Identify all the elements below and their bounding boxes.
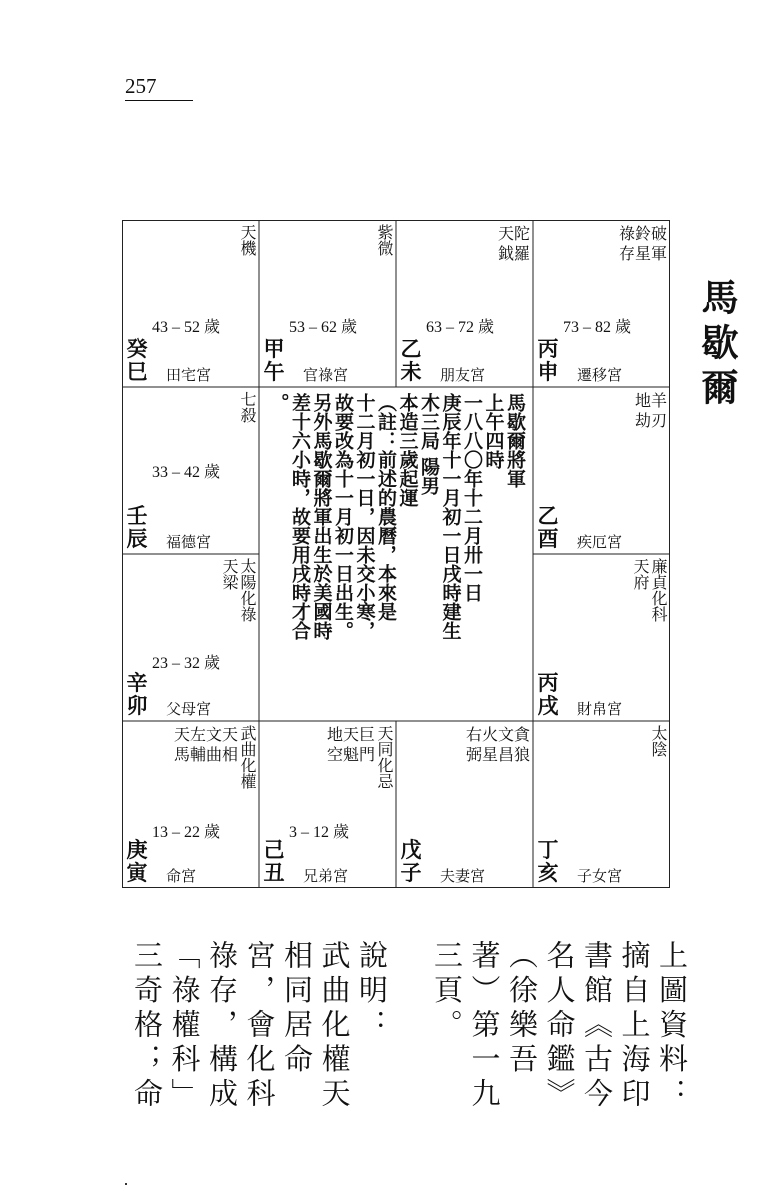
star-names — [174, 725, 256, 789]
center-line: 上午四時 — [482, 393, 505, 469]
star-char: 科 — [649, 606, 668, 622]
star-column — [376, 725, 393, 789]
palace-cell-wei — [396, 220, 533, 387]
text-column: 摘自上海印 — [617, 940, 652, 1113]
text-column: （徐樂吾 — [505, 940, 539, 1078]
star-names — [239, 224, 256, 256]
star-column — [650, 558, 667, 622]
text-column: 書館《古今 — [580, 940, 614, 1113]
star-line: 七 — [238, 391, 257, 407]
palace-name: 父母宮 — [166, 700, 212, 718]
age-range: 13 – 22 歲 — [152, 824, 221, 841]
center-line: 差十六小時，故要用戌時才合 — [289, 393, 311, 640]
palace-name: 疾厄宮 — [577, 533, 623, 551]
star-line: 劫刃 — [634, 411, 667, 430]
body-paragraph — [130, 940, 690, 1120]
star-char: 化 — [375, 757, 394, 773]
palace-cell-xu — [533, 554, 670, 721]
palace-cell-wu — [259, 220, 396, 387]
star-char: 權 — [238, 773, 257, 789]
palace-name: 遷移宮 — [577, 366, 623, 384]
age-range: 73 – 82 歲 — [563, 319, 632, 336]
center-line: （註：前述的農曆，本來是 — [375, 393, 397, 621]
stem-branch: 癸巳 — [126, 337, 148, 384]
ziwei-chart — [122, 220, 670, 888]
center-line: 十二月初一日，因未交小寒， — [353, 393, 376, 640]
center-line: 馬歇爾將軍 — [504, 393, 526, 488]
star-column — [239, 725, 256, 789]
palace-cell-shen — [533, 220, 670, 387]
star-char: 天 — [375, 725, 394, 741]
star-line: 機 — [238, 240, 257, 256]
text-column: 說明： — [355, 940, 389, 1044]
text-column: 三頁。 — [430, 940, 464, 1044]
text-column: 名人命鑑》 — [542, 940, 577, 1113]
stem-branch: 辛卯 — [126, 671, 148, 718]
page-number: 257 — [125, 74, 157, 98]
stem-branch: 壬辰 — [126, 504, 148, 551]
star-names — [221, 558, 256, 622]
star-char: 同 — [375, 741, 394, 757]
star-line: 地天巨 — [326, 725, 375, 744]
text-column: 宮，會化科 — [242, 940, 277, 1113]
palace-cell-si — [122, 220, 259, 387]
star-names — [376, 224, 393, 256]
star-char: 化 — [649, 590, 668, 606]
star-char: 貞 — [649, 574, 668, 590]
star-line: 微 — [375, 240, 394, 256]
palace-name: 子女宮 — [577, 867, 623, 885]
star-line: 鉞羅 — [497, 244, 530, 263]
palace-cell-you — [533, 387, 670, 554]
palace-cell-mao — [122, 554, 259, 721]
star-names — [239, 391, 256, 423]
center-line: 庚辰年十一月初一日戌時建生 — [439, 393, 462, 640]
star-char: 廉 — [649, 558, 668, 574]
star-char: 祿 — [238, 606, 257, 622]
text-column — [390, 940, 428, 1120]
star-line: 右火文貪 — [465, 725, 530, 744]
center-line: 一八八〇年十二月卅一日 — [461, 393, 483, 602]
star-char: 府 — [631, 574, 650, 590]
star-line: 紫 — [375, 224, 394, 240]
center-line: 故要改為十一月初一日出生。 — [332, 393, 354, 640]
palace-name: 兄弟宮 — [303, 867, 349, 885]
star-names — [635, 391, 667, 431]
age-range: 33 – 42 歲 — [152, 464, 221, 481]
star-names — [466, 725, 530, 765]
palace-cell-zi — [396, 721, 533, 888]
text-column: 「祿權科」 — [167, 940, 202, 1113]
chart-center-info — [259, 387, 533, 721]
star-line: 地羊 — [634, 391, 667, 410]
star-names — [619, 224, 667, 264]
palace-name: 田宅宮 — [166, 366, 212, 384]
text-column: 三奇格；命 — [130, 940, 164, 1113]
stem-branch: 乙酉 — [537, 504, 559, 551]
star-char: 忌 — [375, 773, 394, 789]
scan-speck — [125, 1183, 127, 1185]
palace-name: 夫妻宮 — [440, 867, 486, 885]
palace-name: 命宮 — [166, 867, 197, 885]
text-column: 上圖資料： — [655, 940, 689, 1113]
star-char: 天 — [220, 558, 239, 574]
star-line: 天 — [238, 224, 257, 240]
star-char: 梁 — [220, 574, 239, 590]
center-line: 本造三歲起運 — [396, 393, 419, 507]
star-line: 天左文天 — [173, 725, 238, 744]
star-line: 空魁門 — [326, 745, 375, 764]
star-names — [327, 725, 393, 789]
star-char: 陽 — [238, 574, 257, 590]
star-line: 天陀 — [497, 224, 530, 243]
stem-branch: 戊子 — [400, 838, 422, 885]
age-range: 23 – 32 歲 — [152, 655, 221, 672]
palace-cell-hai — [533, 721, 670, 888]
page-number-rule — [125, 100, 193, 101]
palace-name: 朋友宮 — [440, 366, 486, 384]
text-column: 祿存，構成 — [205, 940, 239, 1113]
star-line: 陰 — [649, 741, 668, 757]
star-names — [632, 558, 667, 622]
stem-branch: 庚寅 — [126, 838, 148, 885]
star-rows — [327, 725, 375, 789]
star-char: 天 — [631, 558, 650, 574]
palace-cell-chou — [259, 721, 396, 888]
palace-name: 官祿宮 — [303, 366, 349, 384]
center-line: 另外馬歇爾將軍出生於美國時 — [310, 393, 333, 640]
palace-name: 財帛宮 — [577, 700, 623, 718]
stem-branch: 乙未 — [400, 337, 422, 384]
age-range: 63 – 72 歲 — [426, 319, 495, 336]
star-char: 曲 — [238, 741, 257, 757]
chart-title: 馬歇爾 — [695, 278, 738, 413]
stem-branch: 丙戌 — [537, 671, 559, 718]
palace-cell-yin — [122, 721, 259, 888]
center-line: 。 — [267, 393, 290, 412]
star-line: 存星軍 — [618, 244, 667, 263]
star-names — [650, 725, 667, 757]
star-line: 祿鈴破 — [618, 224, 667, 243]
star-char: 武 — [238, 725, 257, 741]
star-rows — [174, 725, 238, 789]
center-line: 木三局 陽男 — [418, 393, 440, 495]
star-column — [239, 558, 256, 622]
stem-branch: 丁亥 — [537, 838, 559, 885]
age-range: 43 – 52 歲 — [152, 319, 221, 336]
star-names — [498, 224, 530, 264]
star-line: 太 — [649, 725, 668, 741]
text-column: 著）第一九 — [467, 940, 502, 1113]
star-char: 太 — [238, 558, 257, 574]
star-column — [221, 558, 238, 622]
star-char: 化 — [238, 590, 257, 606]
stem-branch: 己丑 — [263, 838, 285, 885]
star-column — [632, 558, 649, 622]
age-range: 3 – 12 歲 — [289, 824, 350, 841]
stem-branch: 甲午 — [263, 337, 285, 384]
birth-details — [267, 393, 525, 715]
star-char: 化 — [238, 757, 257, 773]
palace-name: 福德宮 — [166, 533, 212, 551]
star-line: 弼星昌狼 — [465, 745, 530, 764]
palace-cell-chen — [122, 387, 259, 554]
text-column: 武曲化權天 — [317, 940, 352, 1113]
text-column: 相同居命 — [280, 940, 314, 1078]
star-line: 殺 — [238, 407, 257, 423]
age-range: 53 – 62 歲 — [289, 319, 358, 336]
stem-branch: 丙申 — [537, 337, 559, 384]
star-line: 馬輔曲相 — [173, 745, 238, 764]
